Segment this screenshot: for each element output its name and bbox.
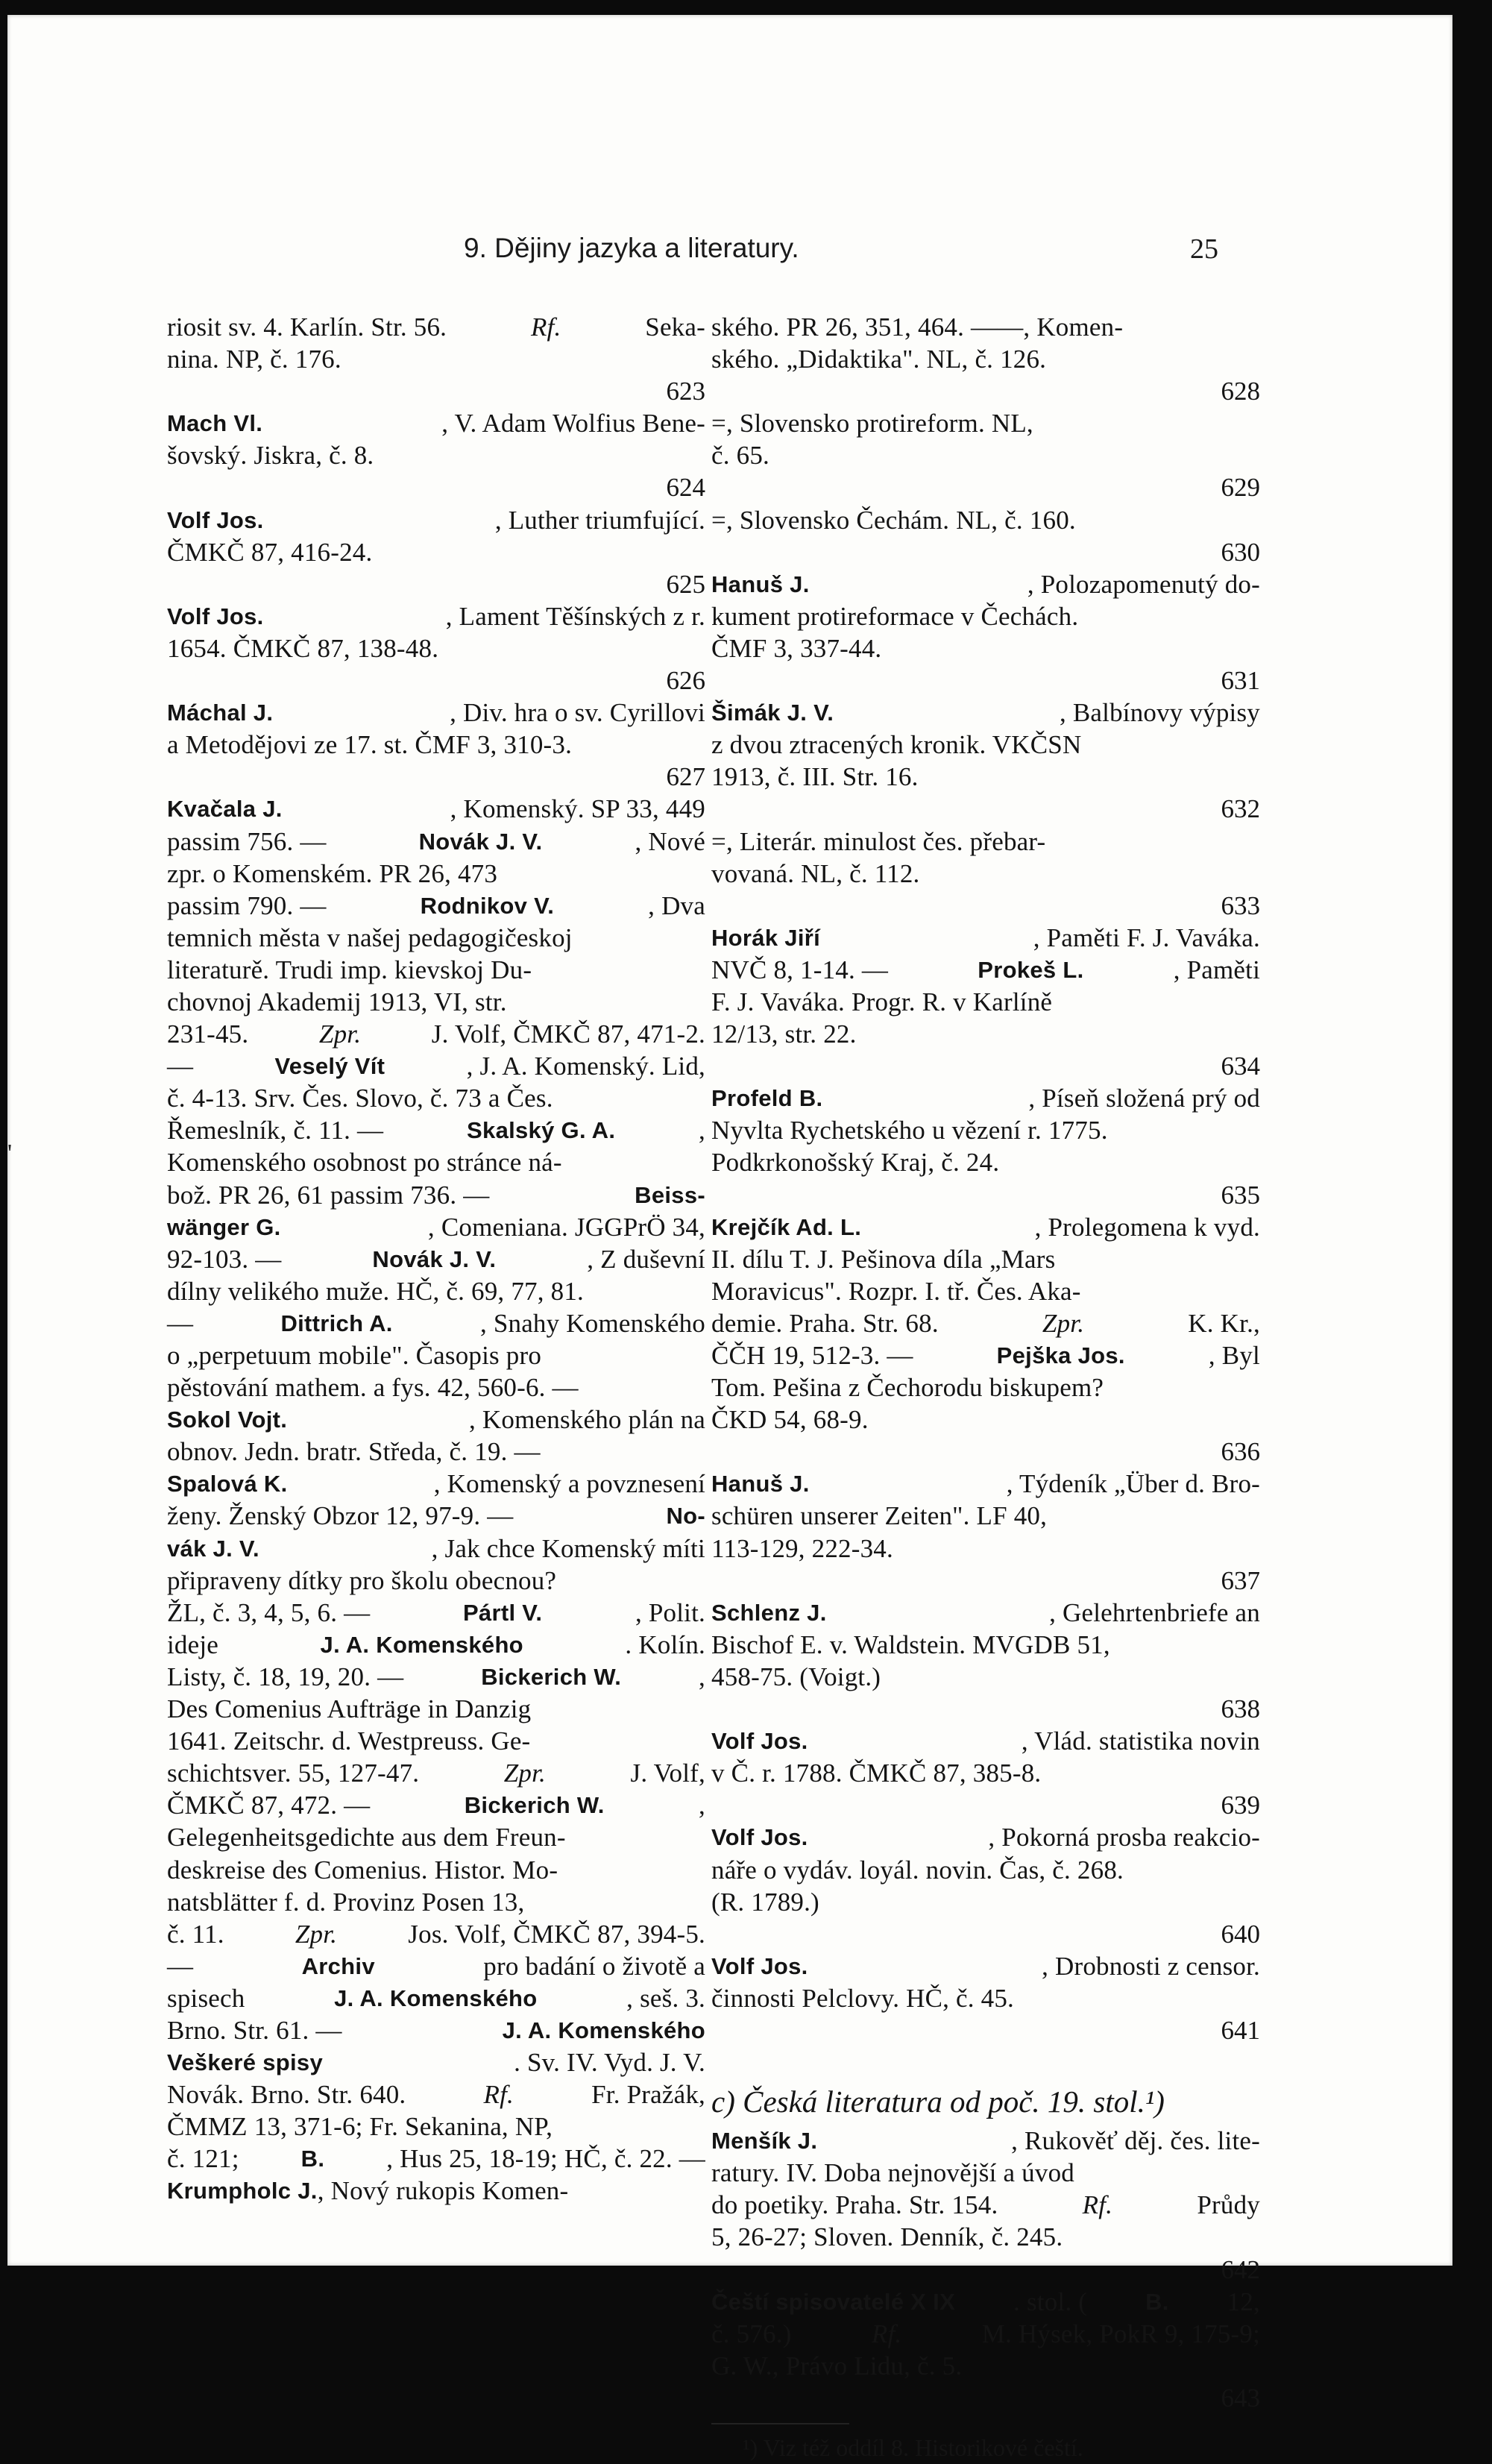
text-line: Volf Jos. , Vlád. statistika novin	[711, 1726, 1260, 1756]
text-line: do poetiky. Praha. Str. 154. Rf. Průdy	[711, 2190, 1260, 2220]
text-line: ČMKČ 87, 416-24.	[167, 537, 373, 567]
text-line: o „perpetuum mobile". Časopis pro	[167, 1341, 542, 1370]
text-line: F. J. Vaváka. Progr. R. v Karlíně	[711, 987, 1053, 1016]
entry-number: 643	[1221, 2383, 1260, 2413]
text-line: obnov. Jedn. bratr. Středa, č. 19. —	[167, 1437, 541, 1467]
entry-number: 630	[1221, 537, 1260, 567]
text-line: deskreise des Comenius. Histor. Mo-	[167, 1855, 558, 1885]
text-line: č. 65.	[711, 441, 769, 471]
text-line: ČKD 54, 68-9.	[711, 1405, 869, 1435]
text-line: Des Comenius Aufträge in Danzig	[167, 1694, 532, 1724]
text-line: Listy, č. 18, 19, 20. — Bickerich W. ,	[167, 1662, 705, 1691]
text-line: spisech J. A. Komenského , seš. 3.	[167, 1983, 705, 2013]
text-line: NVČ 8, 1-14. — Prokeš L. , Paměti	[711, 955, 1260, 984]
left-column	[167, 311, 705, 2207]
text-line: Šimák J. V. , Balbínovy výpisy	[711, 698, 1260, 728]
footnote: ¹) Viz též oddíl 8. Historikové čeští.	[743, 2434, 1083, 2461]
text-line: a Metodějovi ze 17. st. ČMF 3, 310-3.	[167, 730, 573, 760]
text-line: ŽL, č. 3, 4, 5, 6. — Pártl V. , Polit.	[167, 1597, 705, 1627]
text-line: Schlenz J. , Gelehrtenbriefe an	[711, 1597, 1260, 1627]
right-column	[711, 311, 1260, 2464]
text-line: Profeld B. , Píseň složená prý od	[711, 1084, 1260, 1113]
text-line: Volf Jos. , Pokorná prosba reakcio-	[711, 1823, 1260, 1852]
text-line: wänger G. , Comeniana. JGGPrÖ 34,	[167, 1212, 705, 1242]
text-line: passim 790. — Rodnikov V. , Dva	[167, 890, 705, 920]
entry-number: 626	[666, 666, 705, 696]
text-line: ského. PR 26, 351, 464. ——, Komen-	[711, 312, 1124, 342]
text-line: Moravicus". Rozpr. I. tř. Čes. Aka-	[711, 1276, 1081, 1306]
text-line: 1641. Zeitschr. d. Westpreuss. Ge-	[167, 1726, 531, 1756]
text-line: — Archiv pro badání o životě a	[167, 1951, 705, 1981]
entry-number: 629	[1221, 473, 1260, 503]
text-line: náře o vydáv. loyál. novin. Čas, č. 268.	[711, 1855, 1124, 1885]
text-line: II. dílu T. J. Pešinova díla „Mars	[711, 1244, 1056, 1274]
text-line: Bischof E. v. Waldstein. MVGDB 51,	[711, 1629, 1110, 1659]
entry-number: 627	[666, 762, 705, 792]
text-line: temnich města v našej pedagogičeskoj	[167, 923, 573, 952]
text-line: Řemeslník, č. 11. — Skalský G. A. ,	[167, 1116, 705, 1145]
entry-number: 625	[666, 569, 705, 599]
page-header-title: 9. Dějiny jazyka a literatury.	[464, 233, 799, 263]
text-line: připraveny dítky pro školu obecnou?	[167, 1565, 557, 1595]
text-line: Hanuš J. , Týdeník „Über d. Bro-	[711, 1469, 1260, 1499]
text-line: Máchal J. , Div. hra o sv. Cyrillovi	[167, 698, 705, 728]
entry-number: 623	[666, 377, 705, 406]
entry-number: 641	[1221, 2015, 1260, 2045]
text-line: passim 756. — Novák J. V. , Nové	[167, 826, 705, 856]
text-line: Sokol Vojt. , Komenského plán na	[167, 1405, 705, 1435]
text-line: Volf Jos. , Luther triumfující.	[167, 505, 705, 535]
text-line: Gelegenheitsgedichte aus dem Freun-	[167, 1823, 566, 1852]
text-line: ČČH 19, 512-3. — Pejška Jos. , Byl	[711, 1341, 1260, 1370]
text-line: 231-45. Zpr. J. Volf, ČMKČ 87, 471-2.	[167, 1019, 705, 1049]
text-line: Brno. Str. 61. — J. A. Komenského	[167, 2015, 705, 2045]
entry-number: 642	[1221, 2254, 1260, 2284]
text-line: 5, 26-27; Sloven. Denník, č. 245.	[711, 2222, 1063, 2252]
text-line: zpr. o Komenském. PR 26, 473	[167, 858, 498, 888]
entry-number: 639	[1221, 1791, 1260, 1820]
entry-number: 631	[1221, 666, 1260, 696]
text-line: — Dittrich A. , Snahy Komenského	[167, 1308, 705, 1338]
text-line: 458-75. (Voigt.)	[711, 1662, 881, 1691]
text-line: z dvou ztracených kronik. VKČSN	[711, 730, 1082, 760]
text-line: Komenského osobnost po stránce ná-	[167, 1148, 562, 1178]
text-line: 12/13, str. 22.	[711, 1019, 857, 1049]
text-line: č. 121; B. , Hus 25, 18-19; HČ, č. 22. —	[167, 2144, 705, 2174]
text-line: Krumpholc J. , Nový rukopis Komen-	[167, 2176, 569, 2206]
text-line: chovnoj Akademij 1913, VI, str.	[167, 987, 507, 1016]
text-line: 1654. ČMKČ 87, 138-48.	[167, 633, 439, 663]
text-line: kument protireformace v Čechách.	[711, 601, 1079, 631]
footnote-rule	[711, 2423, 849, 2424]
text-line: č. 11. Zpr. Jos. Volf, ČMKČ 87, 394-5.	[167, 1919, 705, 1949]
entry-number: 628	[1221, 377, 1260, 406]
text-line: ČMKČ 87, 472. — Bickerich W. ,	[167, 1791, 705, 1820]
text-line: ratury. IV. Doba nejnovější a úvod	[711, 2158, 1074, 2188]
text-line: v Č. r. 1788. ČMKČ 87, 385-8.	[711, 1759, 1042, 1788]
text-line: Nyvlta Rychetského u vězení r. 1775.	[711, 1116, 1108, 1145]
entry-number: 633	[1221, 890, 1260, 920]
text-line: ČMMZ 13, 371-6; Fr. Sekanina, NP,	[167, 2112, 553, 2142]
margin-mark: '	[7, 1140, 13, 1167]
text-line: (R. 1789.)	[711, 1887, 819, 1917]
entry-number: 635	[1221, 1180, 1260, 1210]
text-line: Spalová K. , Komenský a povznesení	[167, 1469, 705, 1499]
entry-number: 636	[1221, 1437, 1260, 1467]
page	[7, 15, 1452, 2461]
text-line: schichtsver. 55, 127-47. Zpr. J. Volf,	[167, 1759, 705, 1788]
text-line: 1913, č. III. Str. 16.	[711, 762, 919, 792]
entry-number: 624	[666, 473, 705, 503]
text-line: vovaná. NL, č. 112.	[711, 858, 920, 888]
text-line: 113-129, 222-34.	[711, 1533, 893, 1563]
text-line: Volf Jos. , Drobnosti z censor.	[711, 1951, 1260, 1981]
text-line: =, Slovensko protireform. NL,	[711, 409, 1033, 439]
text-line: činnosti Pelclovy. HČ, č. 45.	[711, 1983, 1014, 2013]
text-line: natsblätter f. d. Provinz Posen 13,	[167, 1887, 525, 1917]
text-line: pěstování mathem. a fys. 42, 560-6. —	[167, 1373, 579, 1403]
text-line: ČMF 3, 337-44.	[711, 633, 882, 663]
entry-number: 634	[1221, 1052, 1260, 1081]
text-line: Čeští spisovatelé X IX . stol. ( B. 12,	[711, 2287, 1260, 2316]
text-line: Novák. Brno. Str. 640. Rf. Fr. Pražák,	[167, 2080, 705, 2110]
section-spacer	[711, 2046, 1260, 2078]
entry-number: 638	[1221, 1694, 1260, 1724]
text-line: =, Slovensko Čechám. NL, č. 160.	[711, 505, 1076, 535]
text-line: dílny velikého muže. HČ, č. 69, 77, 81.	[167, 1276, 584, 1306]
text-line: vák J. V. , Jak chce Komenský míti	[167, 1533, 705, 1563]
text-line: Podkrkonošský Kraj, č. 24.	[711, 1148, 1000, 1178]
text-line: bož. PR 26, 61 passim 736. — Beiss-	[167, 1180, 705, 1210]
entry-number: 637	[1221, 1565, 1260, 1595]
entry-number: 632	[1221, 794, 1260, 824]
text-line: ženy. Ženský Obzor 12, 97-9. — No-	[167, 1501, 705, 1531]
text-line: Kvačala J. , Komenský. SP 33, 449	[167, 794, 705, 824]
text-line: Menšík J. , Rukověť děj. čes. lite-	[711, 2126, 1260, 2156]
text-line: č. 4-13. Srv. Čes. Slovo, č. 73 a Čes.	[167, 1084, 553, 1113]
text-line: Hanuš J. , Polozapomenutý do-	[711, 569, 1260, 599]
entry-number: 640	[1221, 1919, 1260, 1949]
text-line: literaturě. Trudi imp. kievskoj Du-	[167, 955, 532, 984]
text-line: Krejčík Ad. L. , Prolegomena k vyd.	[711, 1212, 1260, 1242]
text-line: =, Literár. minulost čes. přebar-	[711, 826, 1046, 856]
text-line: Mach Vl. , V. Adam Wolfius Bene-	[167, 409, 705, 439]
text-line: Veškeré spisy . Sv. IV. Vyd. J. V.	[167, 2048, 705, 2078]
text-line: schüren unserer Zeiten". LF 40,	[711, 1501, 1048, 1531]
text-line: — Veselý Vít , J. A. Komenský. Lid,	[167, 1052, 705, 1081]
text-line: č. 576.) Rf. M. Hýsek, PokR 9, 175-9;	[711, 2319, 1260, 2348]
text-line: G. W., Právo Lidu, č. 5.	[711, 2351, 963, 2380]
section-heading: c) Česká literatura od poč. 19. stol.¹)	[711, 2084, 1165, 2119]
text-line: šovský. Jiskra, č. 8.	[167, 441, 374, 471]
text-line: ského. „Didaktika". NL, č. 126.	[711, 345, 1047, 374]
text-line: ideje J. A. Komenského . Kolín.	[167, 1629, 705, 1659]
text-line: riosit sv. 4. Karlín. Str. 56. Rf. Seka-	[167, 312, 705, 342]
text-line: demie. Praha. Str. 68. Zpr. K. Kr.,	[711, 1308, 1260, 1338]
text-line: Tom. Pešina z Čechorodu biskupem?	[711, 1373, 1104, 1403]
text-line: Volf Jos. , Lament Těšínských z r.	[167, 601, 705, 631]
text-line: 92-103. — Novák J. V. , Z duševní	[167, 1244, 705, 1274]
page-number: 25	[1190, 233, 1218, 265]
text-line: nina. NP, č. 176.	[167, 345, 341, 374]
text-line: Horák Jiří , Paměti F. J. Vaváka.	[711, 923, 1260, 952]
